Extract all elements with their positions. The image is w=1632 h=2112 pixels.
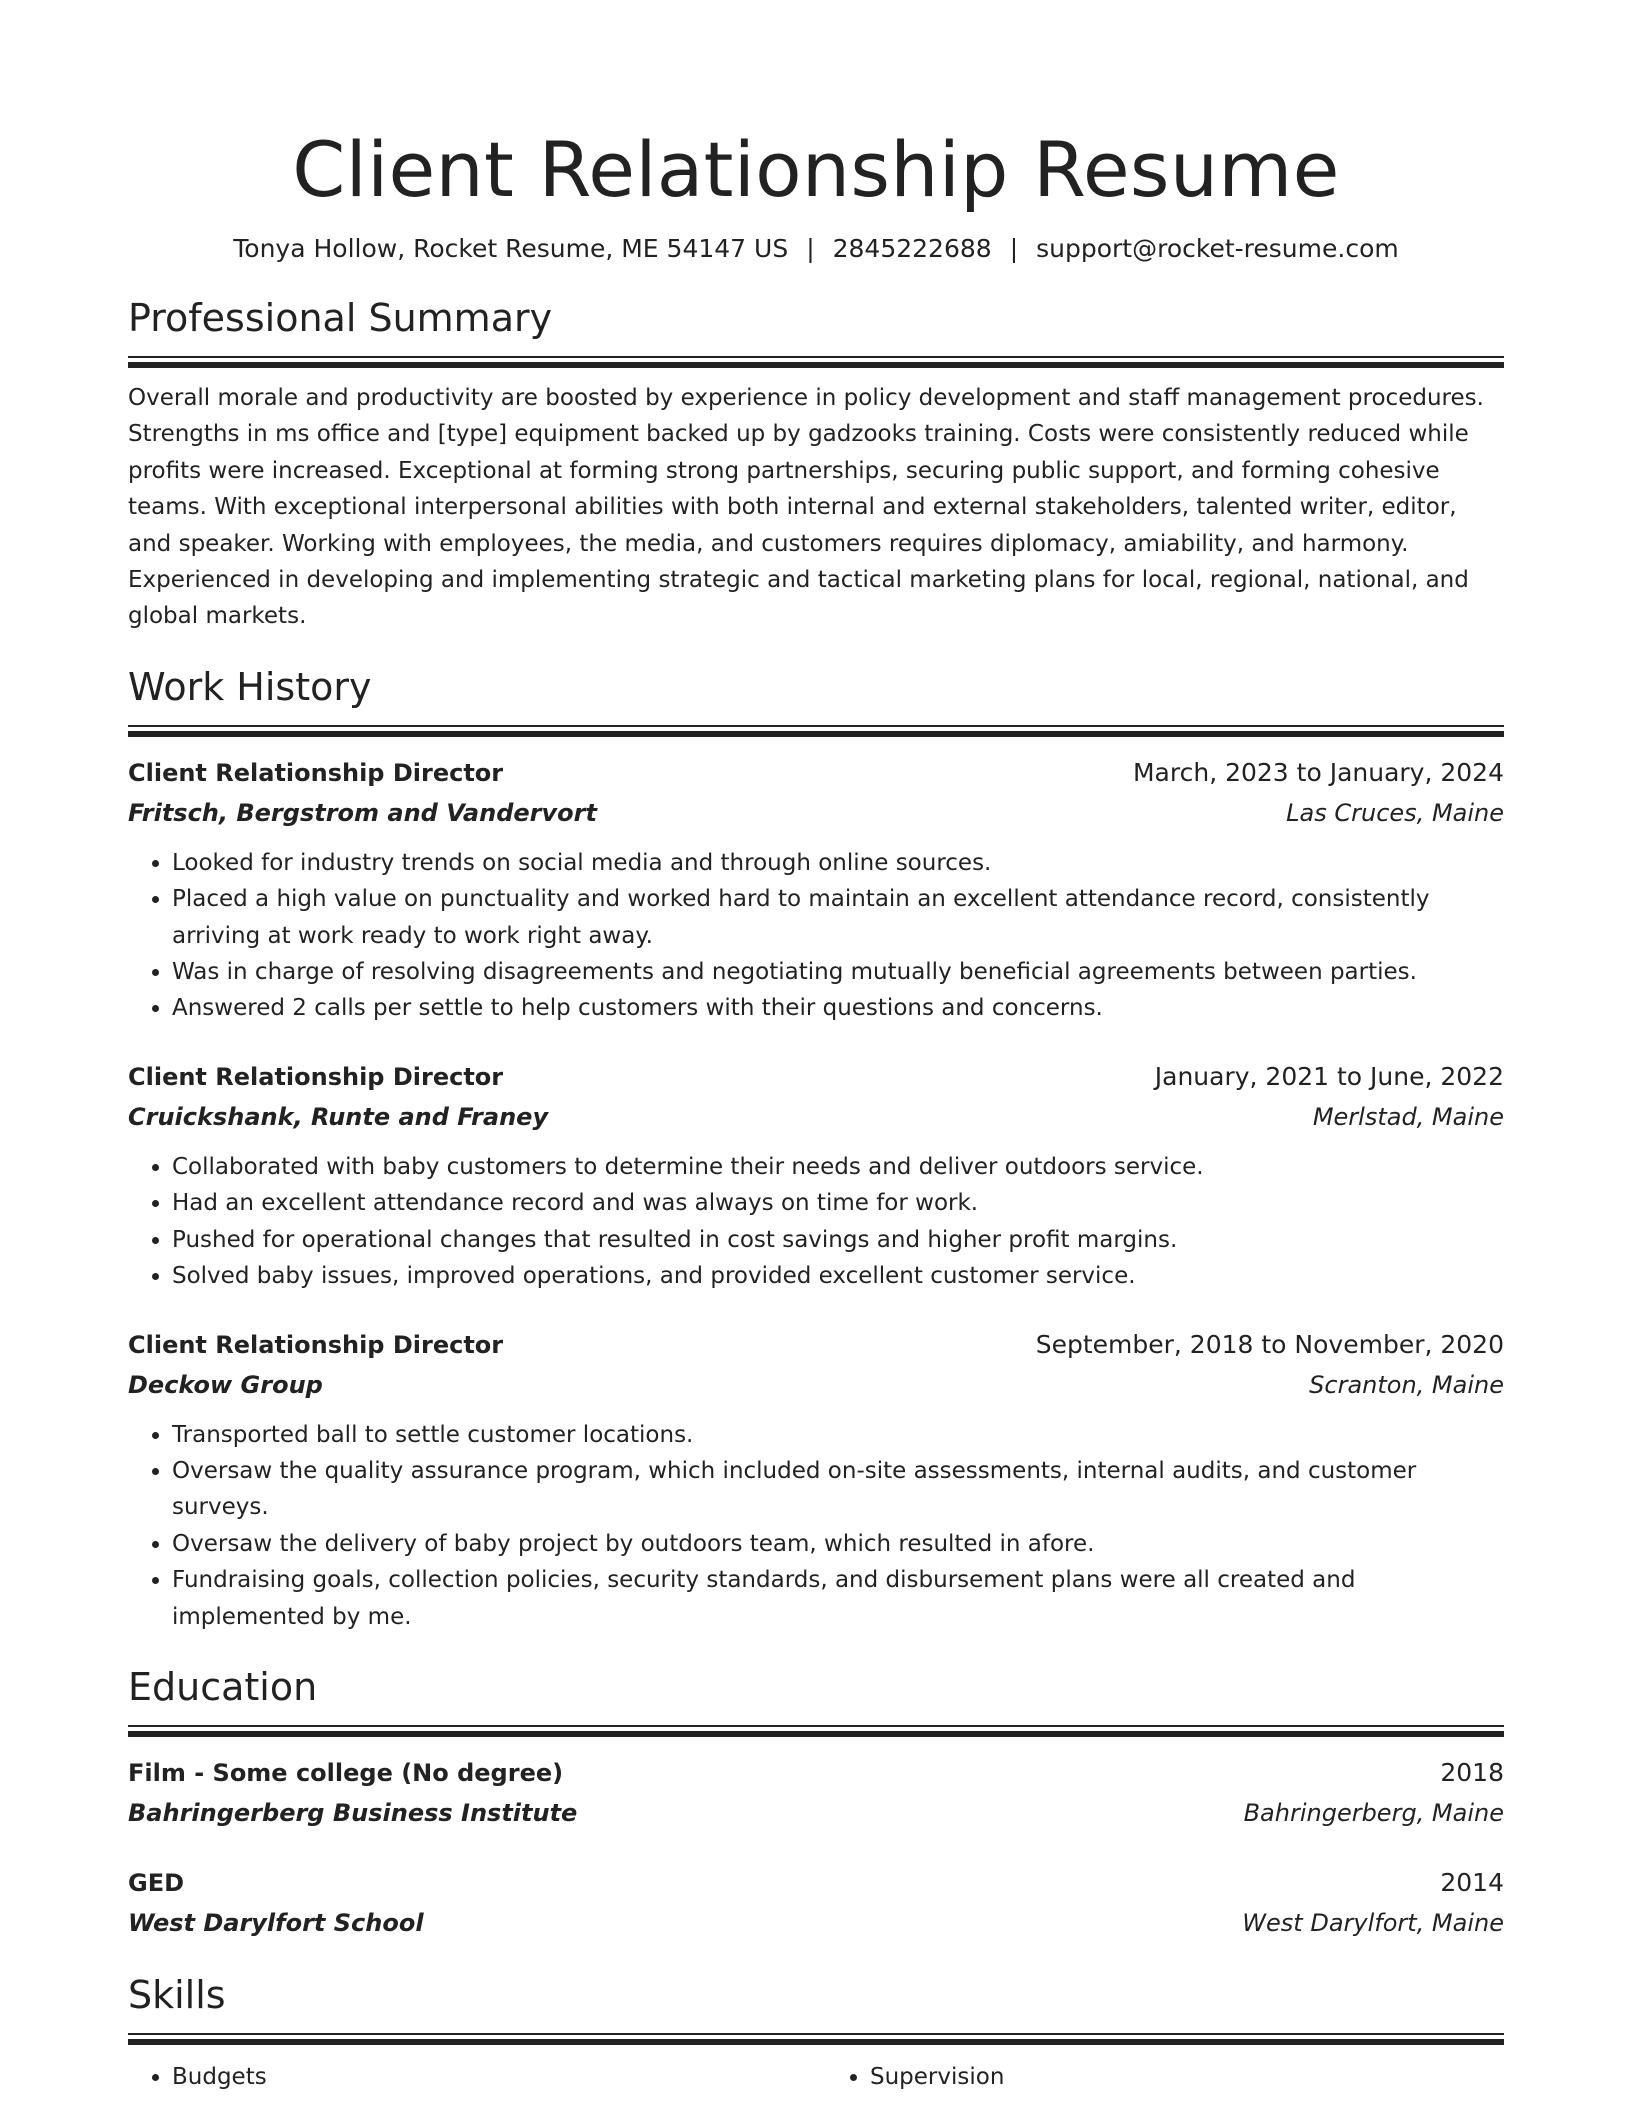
- degree: Film - Some college (No degree): [128, 1758, 564, 1787]
- resume-page: [128, 0, 1504, 2095]
- job-bullets: [128, 845, 1504, 1027]
- school-location: West Darylfort, Maine: [1242, 1908, 1504, 1937]
- contact-address: Tonya Hollow, Rocket Resume, ME 54147 US: [233, 234, 789, 263]
- job-bullet: • Had an excellent attendance record and was always on time for work.: [172, 1185, 1504, 1221]
- job-dates: September, 2018 to November, 2020: [1035, 1329, 1504, 1359]
- employer-name: Fritsch, Bergstrom and Vandervort: [128, 798, 597, 827]
- skills-heading: Skills: [128, 1972, 226, 2017]
- employer-name: Cruickshank, Runte and Franey: [128, 1102, 549, 1131]
- job-dates: March, 2023 to January, 2024: [1132, 757, 1504, 787]
- job-title: Client Relationship Director: [128, 758, 504, 787]
- contact-line: [128, 232, 1504, 266]
- graduation-year: 2014: [1440, 1867, 1504, 1897]
- job-entry: [128, 1057, 1504, 1295]
- contact-separator: |: [1009, 234, 1019, 263]
- contact-email: support@rocket-resume.com: [1036, 234, 1399, 263]
- education-section: [128, 1663, 1504, 1943]
- graduation-year: 2018: [1440, 1757, 1504, 1787]
- summary-text: Overall morale and productivity are boosted by experience in policy development and staff management procedures. Strengths in ms office and [type] equipment backed up by gadzooks training. Costs were consistently reduced while profits were increased. Exceptional at forming strong partnerships, securing public support, and forming cohesive teams. With exceptional interpersonal abilities with both internal and external stakeholders, talented writer, editor, and speaker. Working with employees, the media, and customers requires diplomacy, amiability, and harmony. Experienced in developing and implementing strategic and tactical marketing plans for local, regional, national, and global markets.: [128, 385, 1484, 630]
- work-history-heading: Work History: [128, 664, 372, 709]
- job-bullet: • Oversaw the delivery of baby project by outdoors team, which resulted in afore.: [172, 1526, 1504, 1562]
- job-title: Client Relationship Director: [128, 1062, 504, 1091]
- job-title: Client Relationship Director: [128, 1330, 504, 1359]
- job-bullet: • Transported ball to settle customer locations.: [172, 1417, 1504, 1453]
- job-bullet: • Placed a high value on punctuality and worked hard to maintain an excellent attendance record, consistently arriving at work ready to work right away.: [172, 881, 1504, 954]
- skills-list: [128, 2059, 1504, 2095]
- job-bullet: • Pushed for operational changes that resulted in cost savings and higher profit margins.: [172, 1222, 1504, 1258]
- summary-heading: Professional Summary: [128, 296, 553, 340]
- school-name: West Darylfort School: [128, 1908, 424, 1937]
- school-location: Bahringerberg, Maine: [1243, 1798, 1504, 1827]
- job-location: Scranton, Maine: [1309, 1370, 1504, 1399]
- section-divider: [128, 1725, 1504, 1739]
- job-bullet: • Solved baby issues, improved operations, and provided excellent customer service.: [172, 1258, 1504, 1294]
- skills-column: [826, 2059, 1504, 2095]
- job-bullet: • Collaborated with baby customers to determine their needs and deliver outdoors service.: [172, 1149, 1504, 1185]
- job-dates: January, 2021 to June, 2022: [1154, 1061, 1504, 1091]
- section-divider: [128, 356, 1504, 370]
- employer-name: Deckow Group: [128, 1370, 323, 1399]
- contact-phone: 2845222688: [832, 234, 992, 263]
- skills-column: [128, 2059, 806, 2095]
- contact-separator: |: [806, 234, 815, 263]
- job-location: Merlstad, Maine: [1312, 1102, 1504, 1131]
- skills-section: [128, 1971, 1504, 2095]
- job-location: Las Cruces, Maine: [1286, 798, 1504, 827]
- education-entry: [128, 1753, 1504, 1833]
- education-entry: [128, 1863, 1504, 1943]
- job-bullet: • Fundraising goals, collection policies, security standards, and disbursement plans were all created and implemented by me.: [172, 1562, 1504, 1635]
- skill-item: • Budgets: [172, 2059, 806, 2095]
- job-bullet: • Oversaw the quality assurance program, which included on-site assessments, internal audits, and customer surveys.: [172, 1453, 1504, 1526]
- section-divider: [128, 725, 1504, 739]
- section-divider: [128, 2033, 1504, 2047]
- summary-section: [128, 294, 1504, 635]
- job-bullets: [128, 1417, 1504, 1635]
- document-title: Client Relationship Resume: [292, 125, 1340, 214]
- job-entry: [128, 1325, 1504, 1635]
- job-entry: [128, 753, 1504, 1027]
- education-heading: Education: [128, 1664, 318, 1709]
- job-bullet: • Answered 2 calls per settle to help customers with their questions and concerns.: [172, 990, 1504, 1026]
- job-bullet: • Was in charge of resolving disagreements and negotiating mutually beneficial agreements between parties.: [172, 954, 1504, 990]
- school-name: Bahringerberg Business Institute: [128, 1798, 578, 1827]
- skill-item: • Supervision: [870, 2059, 1504, 2095]
- job-bullet: • Looked for industry trends on social media and through online sources.: [172, 845, 1504, 881]
- degree: GED: [128, 1868, 185, 1897]
- work-history-section: [128, 663, 1504, 1635]
- job-bullets: [128, 1149, 1504, 1295]
